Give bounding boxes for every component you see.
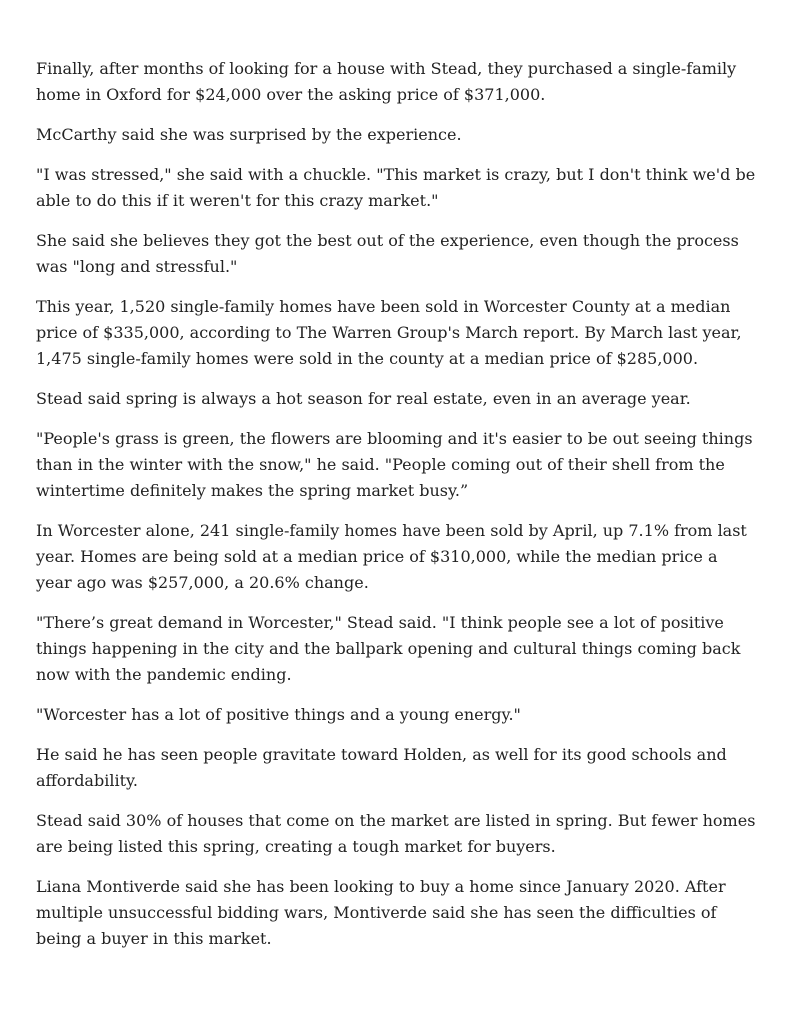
article-paragraph: "I was stressed," she said with a chuckle. "This market is crazy, but I don't think we'd be able to do this if it weren't for this crazy market." [36, 165, 756, 210]
article-paragraph: "People's grass is green, the flowers are blooming and it's easier to be out seeing things than in the winter with the snow," he said. "People coming out of their shell from the wintertime definitely makes the spring market busy.” [36, 429, 753, 500]
article-paragraph: Liana Montiverde said she has been looking to buy a home since January 2020. After multiple unsuccessful bidding wars, Montiverde said she has seen the difficulties of being a buyer in this market. [36, 877, 726, 948]
article-paragraph: In Worcester alone, 241 single-family homes have been sold by April, up 7.1% from last year. Homes are being sold at a median price of $310,000, while the median price a year ago was $257,000, a 20.6% change. [36, 521, 747, 592]
article-paragraph: Stead said spring is always a hot season for real estate, even in an average year. [36, 389, 691, 408]
article-paragraph: This year, 1,520 single-family homes have been sold in Worcester County at a median price of $335,000, according to The Warren Group's March report. By March last year, 1,475 single-family homes were sold in the county at a median price of $285,000. [36, 297, 742, 368]
article-paragraph: She said she believes they got the best out of the experience, even though the process was "long and stressful." [36, 231, 739, 276]
article-paragraph: "There’s great demand in Worcester," Stead said. "I think people see a lot of positive things happening in the city and the ballpark opening and cultural things coming back now with the pandemic ending. [36, 613, 741, 684]
article-paragraph: He said he has seen people gravitate toward Holden, as well for its good schools and affordability. [36, 745, 727, 790]
article-paragraph: Finally, after months of looking for a house with Stead, they purchased a single-family home in Oxford for $24,000 over the asking price of $371,000. [36, 59, 737, 104]
article-paragraph: McCarthy said she was surprised by the experience. [36, 125, 462, 144]
article-body [36, 56, 756, 952]
article-paragraph: "Worcester has a lot of positive things and a young energy." [36, 705, 521, 724]
article-paragraph: Stead said 30% of houses that come on the market are listed in spring. But fewer homes are being listed this spring, creating a tough market for buyers. [36, 811, 756, 856]
